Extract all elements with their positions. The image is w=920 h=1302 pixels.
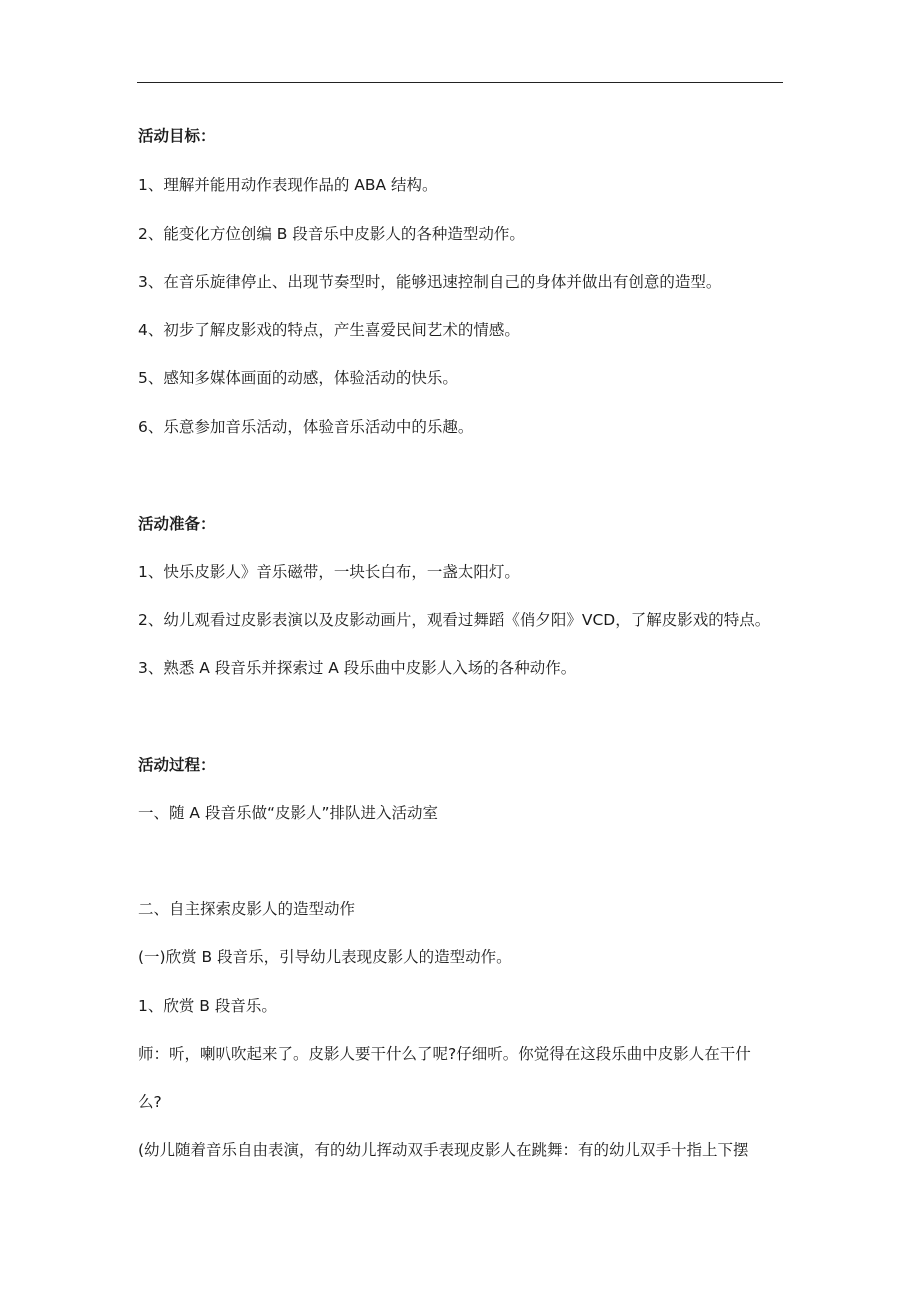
goal-item-2: 2、能变化方位创编 B 段音乐中皮影人的各种造型动作。 <box>138 225 525 243</box>
process-line-7: (幼儿随着音乐自由表演，有的幼儿挥动双手表现皮影人在跳舞：有的幼儿双手十指上下摆 <box>138 1141 749 1159</box>
process-line-6: 么? <box>138 1093 162 1111</box>
process-line-4: 1、欣赏 B 段音乐。 <box>138 997 277 1015</box>
process-line-5: 师：听，喇叭吹起来了。皮影人要干什么了呢?仔细听。你觉得在这段乐曲中皮影人在干什 <box>138 1045 751 1063</box>
process-line-3: (一)欣赏 B 段音乐，引导幼儿表现皮影人的造型动作。 <box>138 948 512 966</box>
goal-item-5: 5、感知多媒体画面的动感，体验活动的快乐。 <box>138 369 458 387</box>
process-line-1: 一、随 A 段音乐做“皮影人”排队进入活动室 <box>138 804 439 822</box>
goal-item-3: 3、在音乐旋律停止、出现节奏型时，能够迅速控制自己的身体并做出有创意的造型。 <box>138 273 722 291</box>
prep-item-2: 2、幼儿观看过皮影表演以及皮影动画片，观看过舞蹈《俏夕阳》VCD，了解皮影戏的特点。 <box>138 611 771 629</box>
process-line-2: 二、自主探索皮影人的造型动作 <box>138 900 356 918</box>
goal-item-1: 1、理解并能用动作表现作品的 ABA 结构。 <box>138 176 438 194</box>
process-heading: 活动过程： <box>138 756 216 774</box>
header-rule <box>137 82 783 83</box>
goal-item-6: 6、乐意参加音乐活动，体验音乐活动中的乐趣。 <box>138 418 474 436</box>
prep-item-1: 1、快乐皮影人》音乐磁带，一块长白布，一盏太阳灯。 <box>138 563 520 581</box>
goal-item-4: 4、初步了解皮影戏的特点，产生喜爱民间艺术的情感。 <box>138 321 520 339</box>
goals-heading: 活动目标： <box>138 127 216 145</box>
prep-heading: 活动准备： <box>138 515 216 533</box>
prep-item-3: 3、熟悉 A 段音乐并探索过 A 段乐曲中皮影人入场的各种动作。 <box>138 659 577 677</box>
